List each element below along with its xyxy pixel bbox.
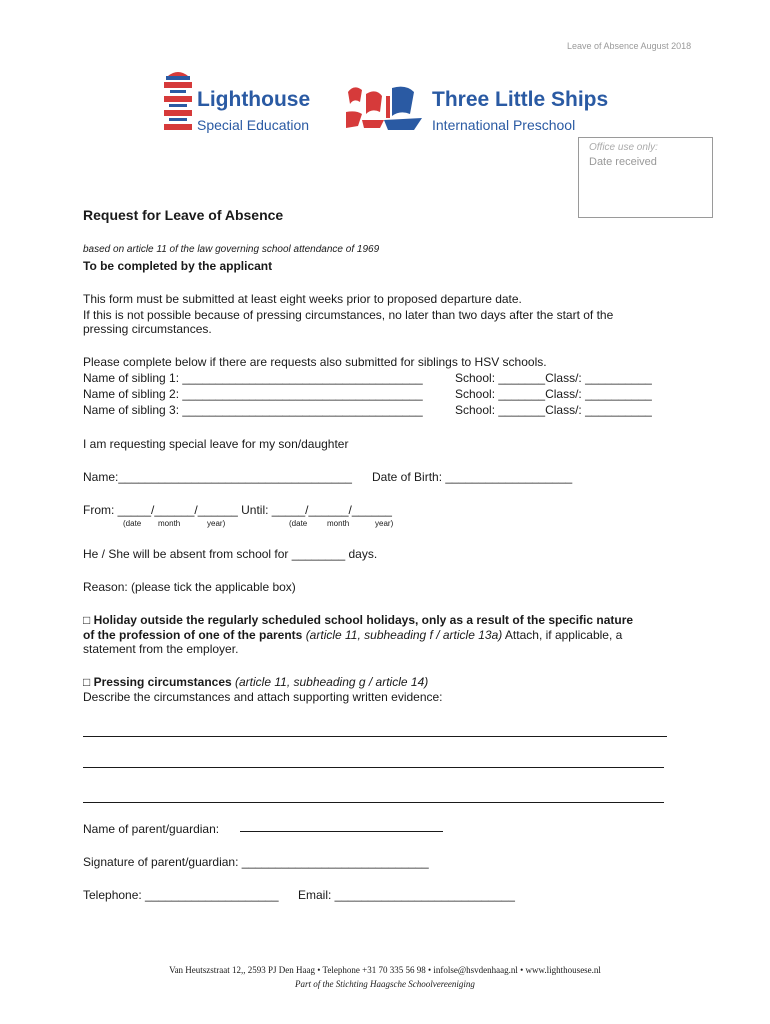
parent-name-label: Name of parent/guardian: <box>83 822 220 836</box>
footer-part-of: Part of the Stichting Haagsche Schoolvereeniging <box>295 979 475 989</box>
sibling-1-school-field[interactable]: School: _______Class/: __________ <box>455 371 652 385</box>
option1-title-2: of the profession of one of the parents <box>83 628 303 642</box>
holiday-checkbox[interactable]: □ <box>83 613 91 627</box>
sibling-2-school-field[interactable]: School: _______Class/: __________ <box>455 387 652 401</box>
parent-name-line[interactable] <box>240 831 443 832</box>
pressing-checkbox[interactable]: □ <box>83 675 91 689</box>
document-date-header: Leave of Absence August 2018 <box>567 41 692 51</box>
until-date-hint: (date <box>289 519 308 528</box>
from-date-hint: (date <box>123 519 142 528</box>
option2-article: (article 11, subheading g / article 14) <box>235 675 429 689</box>
ships-logo-icon <box>344 82 426 136</box>
until-year-hint: year) <box>375 519 394 528</box>
option2-row <box>83 675 428 689</box>
intro-line-1: This form must be submitted at least eight weeks prior to proposed departure date. <box>83 292 522 306</box>
option1-row-2 <box>83 628 622 642</box>
reason-label: Reason: (please tick the applicable box) <box>83 580 296 594</box>
option1-attach: Attach, if applicable, a <box>504 628 623 642</box>
option1-employer: statement from the employer. <box>83 642 239 656</box>
absent-days-field[interactable]: He / She will be absent from school for ________ days. <box>83 547 378 561</box>
option1-title-1: Holiday outside the regularly scheduled school holidays, only as a result of the specific nature <box>93 613 634 627</box>
until-month-hint: month <box>327 519 350 528</box>
intro-line-2: If this is not possible because of pressing circumstances, no later than two days after the start of the <box>83 308 614 322</box>
option1-article: (article 11, subheading f / article 13a) <box>305 628 503 642</box>
completed-by-label: To be completed by the applicant <box>83 259 273 273</box>
form-title: Request for Leave of Absence <box>83 207 284 223</box>
lighthouse-subtitle: Special Education <box>197 117 310 133</box>
from-until-field[interactable]: From: _____/______/______ Until: _____/______/______ <box>83 503 392 517</box>
footer-address: Van Heutszstraat 12,, 2593 PJ Den Haag • Telephone +31 70 335 56 98 • infolse@hsvdenhaag.nl • www.lighthousese.nl <box>169 965 601 975</box>
describe-label: Describe the circumstances and attach supporting written evidence: <box>83 690 443 704</box>
siblings-intro: Please complete below if there are requests also submitted for siblings to HSV schools. <box>83 355 547 369</box>
circumstances-line-1[interactable] <box>83 736 667 737</box>
form-subtitle: based on article 11 of the law governing school attendance of 1969 <box>83 244 380 255</box>
intro-line-3: pressing circumstances. <box>83 322 212 336</box>
lighthouse-title: Lighthouse <box>197 88 311 111</box>
office-use-label: Office use only: <box>589 142 658 153</box>
telephone-field[interactable]: Telephone: ____________________ <box>83 888 279 902</box>
sibling-1-name-field[interactable]: Name of sibling 1: ____________________________________ <box>83 371 423 385</box>
ships-subtitle: International Preschool <box>432 117 576 133</box>
from-month-hint: month <box>158 519 181 528</box>
date-received-label: Date received <box>589 156 657 168</box>
sibling-3-name-field[interactable]: Name of sibling 3: ____________________________________ <box>83 403 423 417</box>
email-field[interactable]: Email: ___________________________ <box>298 888 515 902</box>
sibling-2-name-field[interactable]: Name of sibling 2: ____________________________________ <box>83 387 423 401</box>
option1-row <box>83 613 633 627</box>
circumstances-line-3[interactable] <box>83 802 664 803</box>
ships-title: Three Little Ships <box>432 88 609 111</box>
signature-field[interactable]: Signature of parent/guardian: ____________________________ <box>83 855 429 869</box>
from-year-hint: year) <box>207 519 226 528</box>
date-of-birth-field[interactable]: Date of Birth: ___________________ <box>372 470 573 484</box>
requesting-statement: I am requesting special leave for my son/daughter <box>83 437 349 451</box>
circumstances-line-2[interactable] <box>83 767 664 768</box>
child-name-field[interactable]: Name:___________________________________ <box>83 470 352 484</box>
option2-title: Pressing circumstances <box>93 675 232 689</box>
sibling-3-school-field[interactable]: School: _______Class/: __________ <box>455 403 652 417</box>
